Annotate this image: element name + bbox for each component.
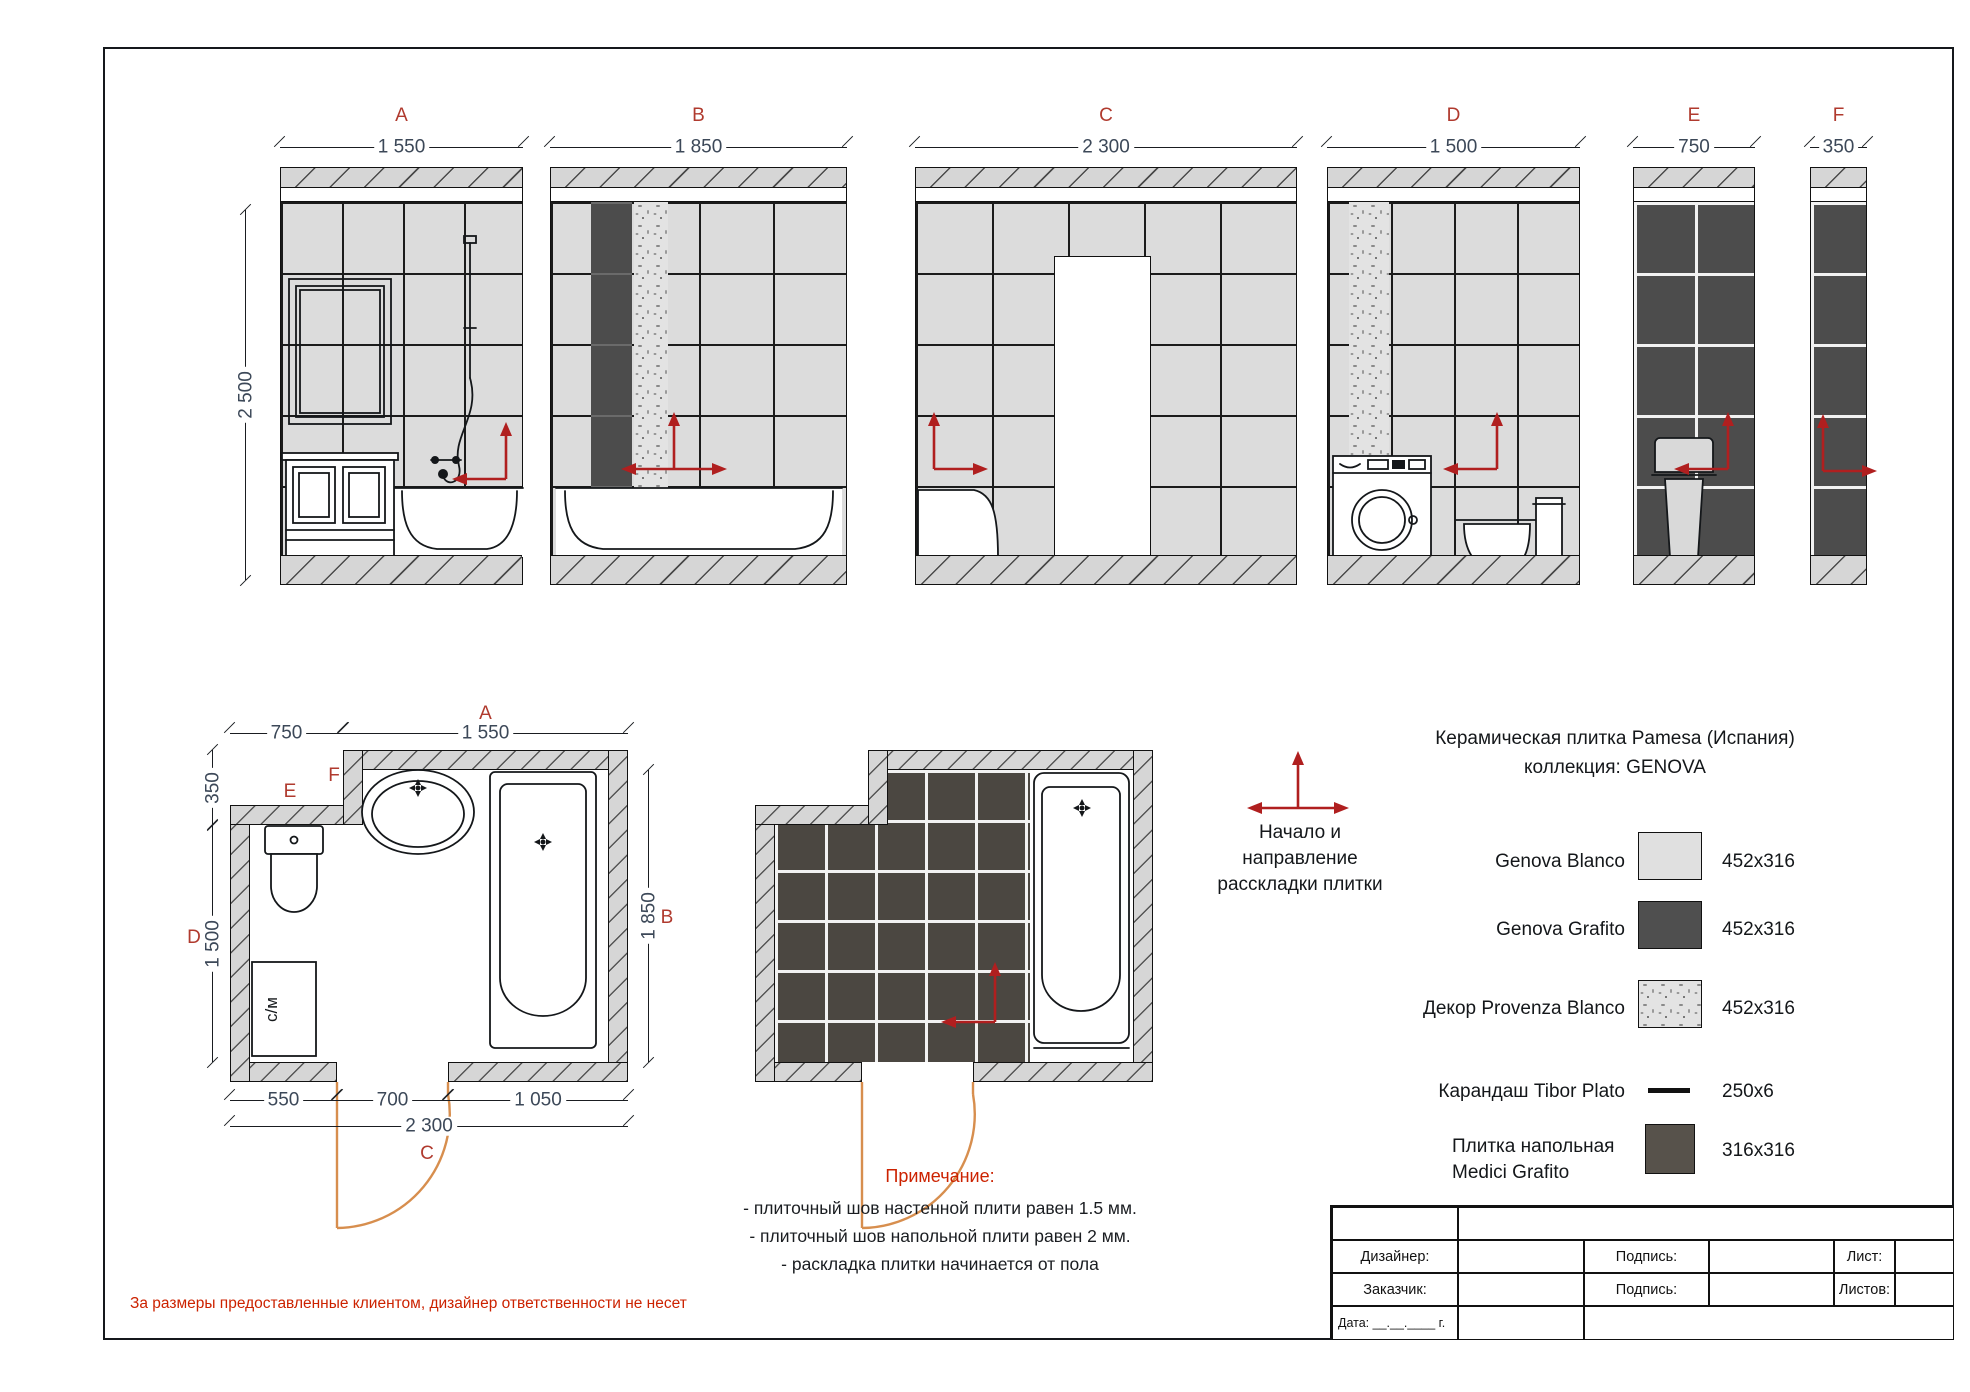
plan1-dim-1500 bbox=[202, 825, 224, 1062]
elevation-e-wall bbox=[1633, 167, 1755, 585]
elevation-d-dim bbox=[1327, 136, 1580, 158]
legend-item-floor-size: 316x316 bbox=[1722, 1140, 1795, 1161]
tb-signature1-label: Подпись: bbox=[1584, 1240, 1709, 1273]
trim-band bbox=[551, 188, 846, 202]
note-line-2: - плиточный шов напольной плити равен 2 мм. bbox=[749, 1226, 1131, 1246]
elevation-b-wall bbox=[550, 167, 847, 585]
direction-note-line2: направление bbox=[1242, 848, 1358, 869]
elevation-c-wall bbox=[915, 167, 1297, 585]
toilet bbox=[265, 826, 323, 912]
elevation-e-dim-value: 750 bbox=[1674, 138, 1714, 157]
elevation-d-label: D bbox=[1446, 105, 1461, 126]
floor-band bbox=[551, 555, 846, 584]
washing-machine-label: с/м bbox=[262, 997, 281, 1022]
trim-band bbox=[281, 188, 522, 202]
plan1-dim-1850-value: 1 850 bbox=[640, 888, 659, 944]
tb-date-label: Дата: __.__.____ г. bbox=[1332, 1306, 1458, 1340]
tile-direction-arrows-d bbox=[1439, 409, 1509, 479]
elevation-a-label: A bbox=[395, 105, 408, 126]
plan1-dim-2300-value: 2 300 bbox=[401, 1117, 457, 1136]
plan1-dim-1050-value: 1 050 bbox=[510, 1091, 566, 1110]
tb-sheet-label: Лист: bbox=[1834, 1240, 1895, 1273]
legend-item-grafito-size: 452x316 bbox=[1722, 919, 1795, 940]
trim-band bbox=[1634, 188, 1754, 202]
plan1-dim-1850 bbox=[638, 770, 660, 1062]
legend-item-pencil-name: Карандаш Tibor Plato bbox=[1438, 1081, 1625, 1102]
plan1-label-e: E bbox=[283, 781, 297, 802]
bathtub bbox=[556, 488, 842, 557]
legend-item-grafito-name: Genova Grafito bbox=[1496, 919, 1625, 940]
sink bbox=[362, 770, 474, 854]
tb-client-value[interactable] bbox=[1458, 1273, 1584, 1306]
plan1-label-b: B bbox=[660, 907, 674, 928]
trim-band bbox=[1328, 188, 1579, 202]
elevation-d-fixtures bbox=[1328, 168, 1581, 586]
legend-item-decor-name: Декор Provenza Blanco bbox=[1422, 998, 1625, 1019]
tb-empty-top-wide bbox=[1458, 1207, 1954, 1240]
tb-client-label: Заказчик: bbox=[1332, 1273, 1458, 1306]
elevation-a-wall bbox=[280, 167, 523, 585]
tile-direction-arrows-a bbox=[448, 419, 518, 489]
plan1-dim-550 bbox=[230, 1089, 337, 1111]
trim-band bbox=[1811, 188, 1866, 202]
elevation-b-fixtures bbox=[551, 168, 848, 586]
floor-band bbox=[1634, 555, 1754, 584]
plan1-dim-700 bbox=[337, 1089, 448, 1111]
plan1-dim-550-value: 550 bbox=[264, 1091, 304, 1110]
elevation-d-wall bbox=[1327, 167, 1580, 585]
plan1-dim-750-value: 750 bbox=[267, 724, 307, 743]
tb-empty-top-left bbox=[1332, 1207, 1458, 1240]
tile-direction-arrows-c bbox=[922, 409, 992, 479]
elevation-e-label: E bbox=[1687, 105, 1701, 126]
plan1-dim-350 bbox=[202, 750, 224, 825]
plan1-dim-350-value: 350 bbox=[204, 768, 223, 808]
ceiling-band bbox=[551, 168, 846, 188]
elevation-c-fixtures bbox=[916, 168, 1298, 586]
note-line-3: - раскладка плитки начинается от пола bbox=[781, 1254, 1099, 1274]
plan1-dim-700-value: 700 bbox=[373, 1091, 413, 1110]
legend-item-blanco-size: 452x316 bbox=[1722, 851, 1795, 872]
direction-note-line3: расскладки плитки bbox=[1217, 874, 1383, 895]
tb-signature2-label: Подпись: bbox=[1584, 1273, 1709, 1306]
title-block bbox=[1330, 1205, 1952, 1338]
elevation-a-dim-value: 1 550 bbox=[374, 138, 430, 157]
elevation-c-label: C bbox=[1099, 105, 1113, 126]
bathtub bbox=[395, 488, 523, 557]
legend-swatch-floor bbox=[1645, 1124, 1695, 1174]
plan1-dim-1050 bbox=[448, 1089, 628, 1111]
elevation-b-label: B bbox=[692, 105, 705, 126]
legend-title-line2: коллекция: GENOVA bbox=[1524, 757, 1706, 778]
tb-date-value[interactable] bbox=[1458, 1306, 1584, 1340]
ceiling-band bbox=[1634, 168, 1754, 188]
legend-item-pencil-size: 250x6 bbox=[1722, 1081, 1774, 1102]
direction-note-line1: Начало и bbox=[1258, 822, 1342, 843]
legend-swatch-blanco bbox=[1638, 832, 1702, 880]
plan1-dim-1500-value: 1 500 bbox=[204, 916, 223, 972]
elevation-c-dim bbox=[915, 136, 1297, 158]
plan1-label-d: D bbox=[187, 927, 201, 948]
tile-direction-arrows-f bbox=[1811, 411, 1881, 481]
plan1-fixtures bbox=[230, 750, 640, 1260]
elevation-b-dim bbox=[550, 136, 847, 158]
disclaimer-text: За размеры предоставленные клиентом, дизайнер ответственности не несет bbox=[130, 1295, 687, 1312]
tb-sheets-label: Листов: bbox=[1834, 1273, 1895, 1306]
tile-direction-arrows-e bbox=[1670, 409, 1740, 479]
note-line-1: - плиточный шов настенной плити равен 1.5 мм. bbox=[743, 1198, 1137, 1218]
tb-designer-value[interactable] bbox=[1458, 1240, 1584, 1273]
direction-symbol-icon bbox=[1245, 748, 1355, 818]
wall-height-dim-value: 2 500 bbox=[237, 367, 256, 423]
plan1-dim-1550 bbox=[343, 722, 628, 744]
note-heading: Примечание: bbox=[885, 1166, 995, 1186]
tb-signature1-value[interactable] bbox=[1709, 1240, 1834, 1273]
trim-band bbox=[916, 188, 1296, 202]
tb-designer-label: Дизайнер: bbox=[1332, 1240, 1458, 1273]
tb-signature2-value[interactable] bbox=[1709, 1273, 1834, 1306]
plan1-label-c: C bbox=[420, 1143, 434, 1164]
floor-band bbox=[1811, 555, 1866, 584]
vanity-cabinet bbox=[282, 453, 398, 556]
floor-band bbox=[916, 555, 1296, 584]
ceiling-band bbox=[916, 168, 1296, 188]
elevation-e-dim bbox=[1633, 136, 1755, 158]
washing-machine bbox=[252, 962, 316, 1056]
bathtub-corner bbox=[918, 490, 998, 557]
elevation-f-dim bbox=[1810, 136, 1867, 158]
tile-direction-arrows-b bbox=[619, 409, 729, 479]
legend-swatch-decor bbox=[1638, 980, 1702, 1028]
direction-note bbox=[1190, 820, 1410, 898]
elevation-c-dim-value: 2 300 bbox=[1078, 138, 1134, 157]
elevation-a-fixtures bbox=[281, 168, 524, 586]
plan1-label-f: F bbox=[328, 765, 340, 786]
plan1-dim-750 bbox=[230, 722, 343, 744]
bathtub bbox=[490, 772, 596, 1048]
legend-swatch-grafito bbox=[1638, 901, 1702, 949]
legend-item-decor-size: 452x316 bbox=[1722, 998, 1795, 1019]
elevation-f-wall bbox=[1810, 167, 1867, 585]
legend-title-line1: Керамическая плитка Pamesa (Испания) bbox=[1435, 728, 1795, 749]
ceiling-band bbox=[281, 168, 522, 188]
mirror bbox=[289, 279, 391, 424]
floor-band bbox=[281, 555, 522, 584]
tile-start-arrows bbox=[941, 962, 1001, 1028]
elevation-f-label: F bbox=[1832, 105, 1845, 126]
legend-item-floor-name: Плитка напольная Medici Grafito bbox=[1452, 1136, 1615, 1183]
floor-band bbox=[1328, 555, 1579, 584]
bathtub bbox=[1034, 773, 1129, 1048]
elevation-b-dim-value: 1 850 bbox=[671, 138, 727, 157]
ceiling-band bbox=[1811, 168, 1866, 188]
elevation-f-dim-value: 350 bbox=[1819, 138, 1859, 157]
elevation-a-dim bbox=[280, 136, 523, 158]
plan1-dim-2300 bbox=[230, 1115, 628, 1137]
plan1-label-a: A bbox=[479, 703, 492, 724]
legend-swatch-pencil bbox=[1648, 1088, 1690, 1093]
elevation-d-dim-value: 1 500 bbox=[1426, 138, 1482, 157]
wall-height-dim bbox=[235, 210, 257, 580]
legend-item-blanco-name: Genova Blanco bbox=[1495, 851, 1625, 872]
tb-sheet-value[interactable] bbox=[1895, 1240, 1954, 1273]
tb-empty-bottom-wide bbox=[1584, 1306, 1954, 1340]
ceiling-band bbox=[1328, 168, 1579, 188]
elevation-e-fixtures bbox=[1634, 168, 1756, 586]
tb-sheets-value[interactable] bbox=[1895, 1273, 1954, 1306]
elevation-f-tiles bbox=[1811, 202, 1866, 557]
plan1-dim-1550-value: 1 550 bbox=[458, 724, 514, 743]
